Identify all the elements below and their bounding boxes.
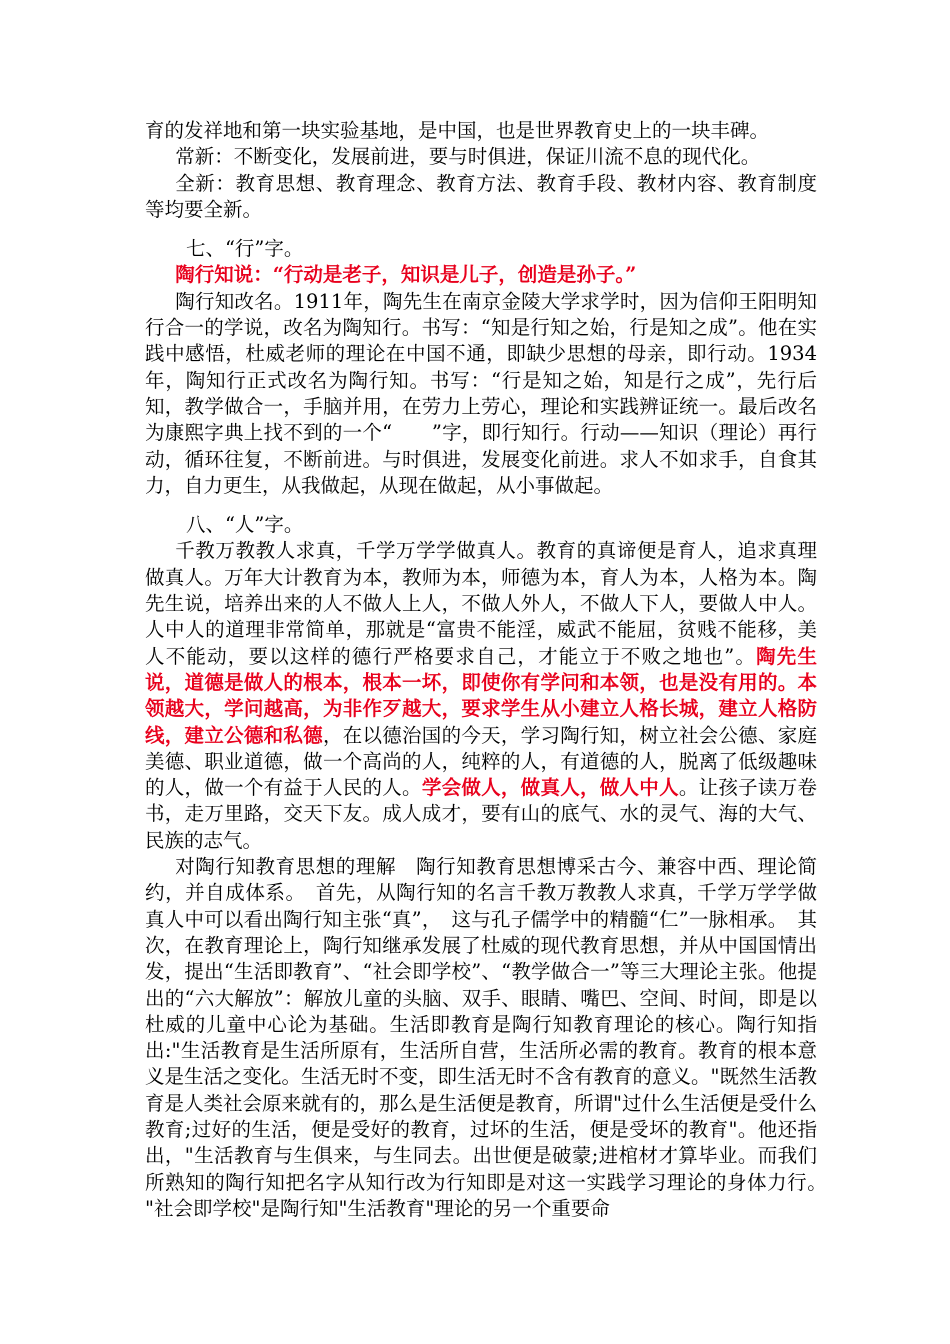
text-run: 八、“人”字。 xyxy=(185,513,304,537)
text-run: 。让孩子读万卷书，走万里路，交天下友。成人成才，要有山的底气、水的灵气、海的大气、民族的志气。 xyxy=(145,776,817,852)
text-run: 千教万教教人求真，千学万学学做真人。教育的真谛便是育人，追求真理做真人。万年大计教育为本，教师为本，师德为本，育人为本，人格为本。陶先生说，培养出来的人不做人上人，不做人外人，不做人下人，要做人中人。人中人的道理非常简单，那就是“富贵不能淫，威武不能屈，贫贱不能移，美人不能动，要以这样的德行严格要求自己，才能立于不败之地也”。 xyxy=(145,539,817,668)
text-run: 常新：不断变化，发展前进，要与时俱进，保证川流不息的现代化。 xyxy=(175,145,761,169)
paragraph xyxy=(145,289,817,499)
paragraph xyxy=(145,538,817,854)
emphasis-text: 学会做人，做真人，做人中人 xyxy=(421,776,679,800)
paragraph xyxy=(145,144,817,170)
text-run: 对陶行知教育思想的理解 陶行知教育思想博采古今、兼容中西、理论简约，并自成体系。 首先，从陶行知的名言千教万教教人求真，千学万学学做真人中可以看出陶行知主张“真”， 这与孔子儒学中的精髓“仁”一脉相承。 其次，在教育理论上，陶行知继承发展了杜威的现代教育思想，并从中国国情出发，提出“生活即教育”、“社会即学校”、“教学做合一”等三大理论主张。他提出的“六大解放”：解放儿童的头脑、双手、眼睛、嘴巴、空间、时间，即是以杜威的儿童中心论为基础。生活即教育是陶行知教育理论的核心。陶行知指出:"生活教育是生活所原有，生活所自营，生活所必需的教育。教育的根本意义是生活之变化。生活无时不变，即生活无时不含有教育的意义。"既然生活教育是人类社会原来就有的，那么是生活便是教育，所谓"过什么生活便是受什么教育;过好的生活，便是受好的教育，过坏的生活，便是受坏的教育"。他还指出，"生活教育与生俱来，与生同去。出世便是破蒙;进棺材才算毕业。而我们所熟知的陶行知把名字从知行改为行知即是对这一实践学习理论的身体力行。 "社会即学校"是陶行知"生活教育"理论的另一个重要命 xyxy=(145,855,837,1220)
section-heading xyxy=(145,512,817,538)
text-run: 育的发祥地和第一块实验基地，是中国，也是世界教育史上的一块丰碑。 xyxy=(145,119,770,142)
text-run: 全新：教育思想、教育理念、教育方法、教育手段、教材内容、教育制度等均要全新。 xyxy=(145,171,817,221)
text-run: ，在以德治国的今天，学习陶行知，树立社会公德、家庭美德、职业道德，做一个高尚的人，纯粹的人，有道德的人，脱离了低级趣味的人，做一个有益于人民的人。 xyxy=(145,723,817,800)
text-run: 七、“行”字。 xyxy=(185,237,304,261)
section-heading xyxy=(145,236,817,262)
paragraph xyxy=(145,118,817,144)
paragraph xyxy=(145,854,837,1222)
emphasis-text: 陶行知说：“行动是老子，知识是儿子，创造是孙子。” xyxy=(175,263,637,287)
paragraph xyxy=(145,171,817,224)
paragraph xyxy=(145,262,817,288)
text-run: 陶行知改名。1911年，陶先生在南京金陵大学求学时，因为信仰王阳明知行合一的学说，改名为陶知行。书写：“知是行知之始，行是知之成”。他在实践中感悟，杜威老师的理论在中国不通，即缺少思想的母亲，即行动。1934年，陶知行正式改名为陶行知。书写：“行是知之始，知是行之成”，先行后知，教学做合一，手脑并用，在劳力上劳心，理论和实践辨证统一。最后改名为康熙字典上找不到的一个“ ”字，即行知行。行动——知识（理论）再行动，循环往复，不断前进。与时俱进，发展变化前进。求人不如求手，自食其力，自力更生，从我做起，从现在做起，从小事做起。 xyxy=(145,289,817,497)
document-page xyxy=(145,118,837,1222)
emphasis-text: 陶先生说，道德是做人的根本，根本一坏，即使你有学问和本领，也是没有用的。本领越大，学问越高，为非作歹越大，要求学生从小建立人格长城，建立人格防线，建立公德和私德 xyxy=(145,644,817,747)
